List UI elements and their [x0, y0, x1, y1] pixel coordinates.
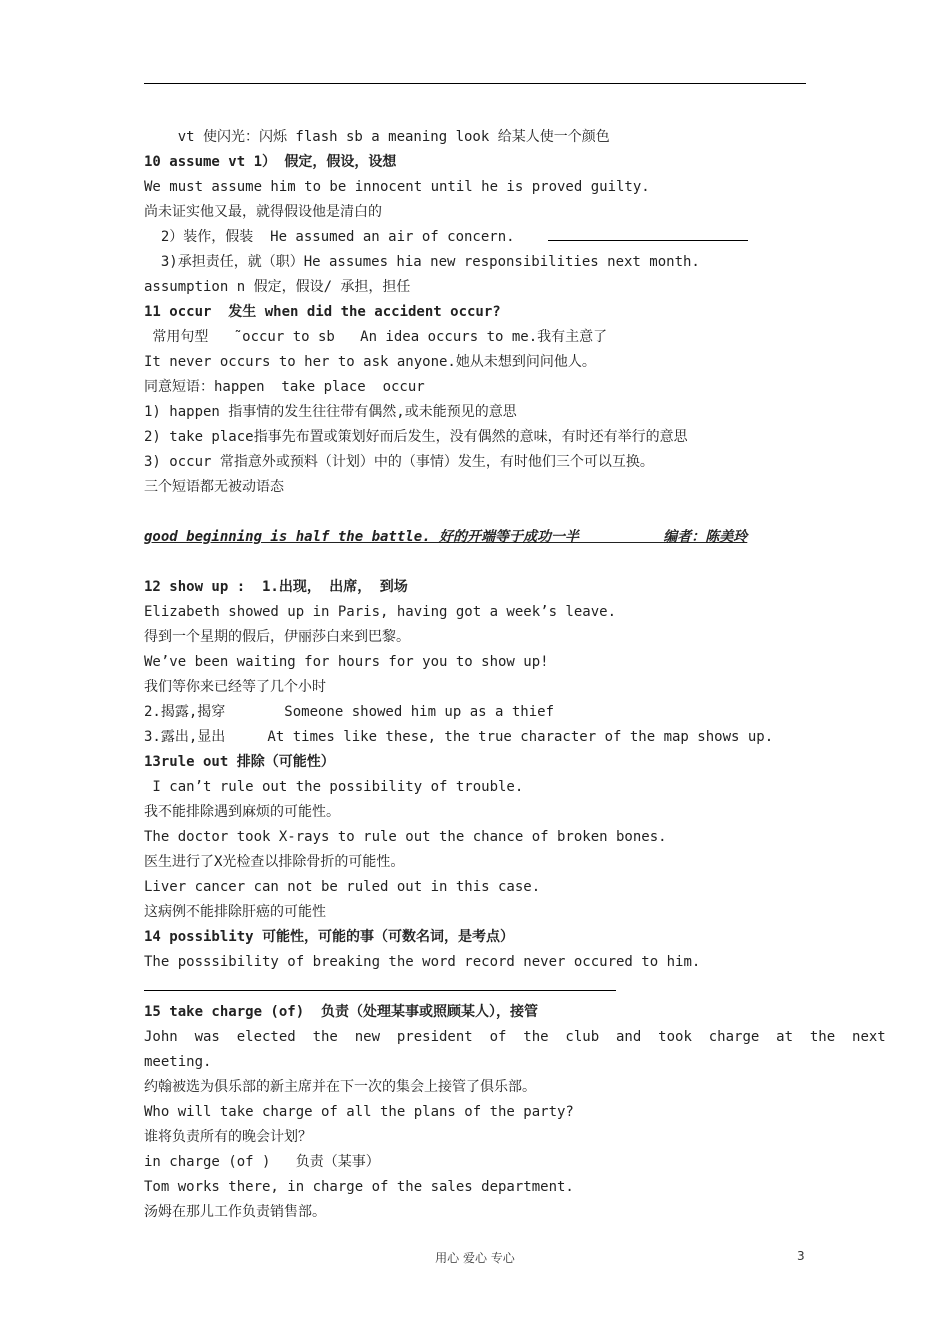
text-line-content: 2）装作，假装 He assumed an air of concern. [144, 229, 515, 245]
entry-heading-occur: 11 occur 发生 when did the accident occur? [144, 304, 501, 320]
section-divider [144, 990, 616, 991]
text-line: meeting. [144, 1054, 212, 1070]
text-line: The posssibility of breaking the word record never occured to him. [144, 954, 701, 970]
text-line: 谁将负责所有的晚会计划？ [144, 1129, 312, 1145]
header-rule [144, 83, 806, 84]
text-line: 这病例不能排除肝癌的可能性 [144, 904, 326, 920]
text-line: 我不能排除遇到麻烦的可能性。 [144, 804, 340, 820]
text-line: It never occurs to her to ask anyone.她从未想到问问他人。 [144, 354, 596, 370]
text-line [144, 227, 748, 247]
text-line: 常用句型 ˜occur to sb An idea occurs to me.我有主意了 [144, 329, 608, 345]
entry-heading-take-charge: 15 take charge (of) 负责（处理某事或照顾某人），接管 [144, 1004, 539, 1020]
text-line: vt 使闪光：闪烁 flash sb a meaning look 给某人使一个颜色 [144, 129, 610, 145]
text-line: I can’t rule out the possibility of trouble. [144, 779, 524, 795]
text-line: Tom works there, in charge of the sales department. [144, 1179, 574, 1195]
text-line: 尚未证实他又最，就得假设他是清白的 [144, 204, 382, 220]
text-line: 得到一个星期的假后，伊丽莎白来到巴黎。 [144, 629, 410, 645]
text-line: Elizabeth showed up in Paris, having got a week’s leave. [144, 604, 617, 620]
text-line: 医生进行了X光检查以排除骨折的可能性。 [144, 854, 405, 870]
text-line: 3.露出,显出 At times like these, the true character of the map shows up. [144, 729, 774, 745]
text-line: 同意短语：happen take place occur [144, 379, 425, 395]
text-line: in charge (of ) 负责（某事） [144, 1154, 380, 1170]
text-line: We must assume him to be innocent until he is proved guilty. [144, 179, 650, 195]
text-line: assumption n 假定，假设/ 承担，担任 [144, 279, 411, 295]
text-line: 3)承担责任，就（职）He assumes hia new responsibilities next month. [144, 254, 700, 270]
entry-heading-assume: 10 assume vt 1） 假定，假设，设想 [144, 154, 397, 170]
entry-heading-possibility: 14 possiblity 可能性，可能的事（可数名词，是考点） [144, 929, 515, 945]
text-line: 我们等你来已经等了几个小时 [144, 679, 326, 695]
page-number: 3 [797, 1249, 805, 1263]
text-line: 约翰被选为俱乐部的新主席并在下一次的集会上接管了俱乐部。 [144, 1079, 536, 1095]
motto-line: good beginning is half the battle. 好的开端等于成功一半 编者：陈美玲 [144, 529, 748, 545]
text-line: 2) take place指事先布置或策划好而后发生，没有偶然的意味，有时还有举行的意思 [144, 429, 688, 445]
text-line: 1) happen 指事情的发生往往带有偶然,或未能预见的意思 [144, 404, 517, 420]
page-footer: 用心 爱心 专心 [435, 1251, 515, 1265]
text-line: Liver cancer can not be ruled out in this case. [144, 879, 541, 895]
text-line: 3) occur 常指意外或预料（计划）中的（事情）发生，有时他们三个可以互换。 [144, 454, 654, 470]
entry-heading-show-up: 12 show up : 1.出现， 出席， 到场 [144, 579, 408, 595]
fill-in-blank [548, 228, 748, 241]
text-line: We’ve been waiting for hours for you to show up! [144, 654, 549, 670]
text-line: 三个短语都无被动语态 [144, 479, 284, 495]
text-line: Who will take charge of all the plans of the party? [144, 1104, 574, 1120]
text-line: The doctor took X-rays to rule out the chance of broken bones. [144, 829, 667, 845]
text-line: 汤姆在那儿工作负责销售部。 [144, 1204, 326, 1220]
text-line: 2.揭露,揭穿 Someone showed him up as a thief [144, 704, 555, 720]
entry-heading-rule-out: 13rule out 排除（可能性） [144, 754, 335, 770]
text-line: John was elected the new president of the club and took charge at the next [144, 1029, 886, 1045]
